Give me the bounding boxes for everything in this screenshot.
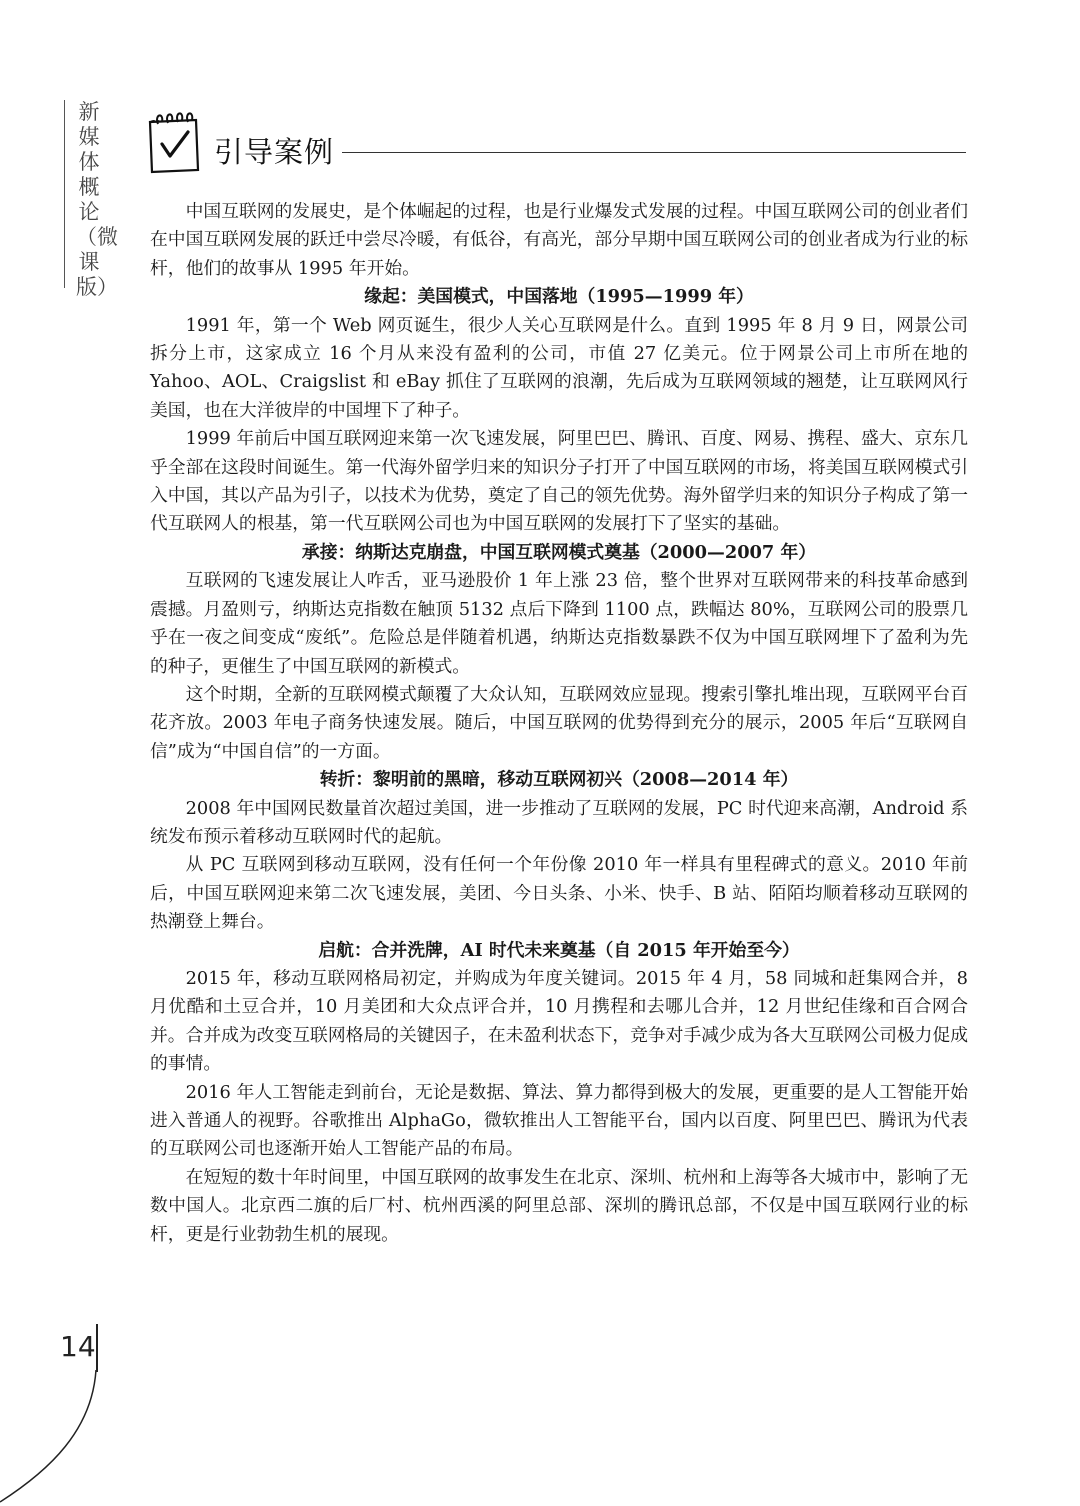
page-number: 14 bbox=[60, 1330, 96, 1363]
paragraph: 2016 年人工智能走到前台，无论是数据、算法、算力都得到极大的发展，更重要的是人工智能开始进入普通人的视野。谷歌推出 AlphaGo，微软推出人工智能平台，国内以百度、阿里巴巴、腾讯为代表的互联网公司也逐渐开始人工智能产品的布局。 bbox=[150, 1081, 968, 1160]
sidebar-rule bbox=[64, 100, 65, 288]
paragraph: 这个时期，全新的互联网模式颠覆了大众认知，互联网效应显现。搜索引擎扎堆出现，互联网平台百花齐放。2003 年电子商务快速发展。随后，中国互联网的优势得到充分的展示，2005 年后“互联网自信”成为“中国自信”的一方面。 bbox=[150, 683, 968, 762]
paragraph: 2008 年中国网民数量首次超过美国，进一步推动了互联网的发展，PC 时代迎来高潮，Android 系统发布预示着移动互联网时代的起航。 bbox=[150, 797, 968, 847]
section-title: 引导案例 bbox=[214, 135, 335, 169]
paragraph: 1999 年前后中国互联网迎来第一次飞速发展，阿里巴巴、腾讯、百度、网易、携程、盛大、京东几乎全部在这段时间诞生。第一代海外留学归来的知识分子打开了中国互联网的市场，将美国互联网模式引入中国，其以产品为引子，以技术为优势，奠定了自己的领先优势。海外留学归来的知识分子构成了第一代互联网人的根基，第一代互联网公司也为中国互联网的发展打下了坚实的基础。 bbox=[150, 428, 968, 535]
paragraph: 互联网的飞速发展让人咋舌，亚马逊股价 1 年上涨 23 倍，整个世界对互联网带来的科技革命感到震撼。月盈则亏，纳斯达克指数在触顶 5132 点后下降到 1100 点，跌幅达 80%，互联网公司的股票几乎在一夜之间变成“废纸”。危险总是伴随着机遇，纳斯达克指数暴跌不仅为中国互联网埋下了盈利为先的种子，更催生了中国互联网的新模式。 bbox=[150, 570, 968, 677]
article-body bbox=[150, 198, 968, 1249]
header-divider bbox=[342, 152, 966, 153]
page-number-rule bbox=[96, 1324, 98, 1372]
book-title: 新媒体概论（微课版） bbox=[76, 100, 118, 299]
checklist-notepad-icon bbox=[140, 110, 206, 176]
paragraph: 1991 年，第一个 Web 网页诞生，很少人关心互联网是什么。直到 1995 年 8 月 9 日，网景公司拆分上市，这家成立 16 个月从来没有盈利的公司，市值 27 亿美元。位于网景公司上市所在地的 Yahoo、AOL、Craigslist 和 eBay 抓住了互联网的浪潮，先后成为互联网领域的翘楚，让互联网风行美国，也在大洋彼岸的中国埋下了种子。 bbox=[150, 314, 968, 421]
section-subheading: 转折：黎明前的黑暗，移动互联网初兴（2008—2014 年） bbox=[319, 769, 799, 791]
page-corner-curve bbox=[0, 1370, 120, 1506]
section-subheading: 承接：纳斯达克崩盘，中国互联网模式奠基（2000—2007 年） bbox=[301, 541, 817, 563]
paragraph: 2015 年，移动互联网格局初定，并购成为年度关键词。2015 年 4 月，58 同城和赶集网合并，8 月优酷和土豆合并，10 月美团和大众点评合并，10 月携程和去哪儿合并，12 月世纪佳缘和百合网合并。合并成为改变互联网格局的关键因子，在未盈利状态下，竞争对手减少成为各大互联网公司极力促成的事情。 bbox=[150, 967, 968, 1075]
paragraph: 中国互联网的发展史，是个体崛起的过程，也是行业爆发式发展的过程。中国互联网公司的创业者们在中国互联网发展的跃迁中尝尽冷暖，有低谷，有高光，部分早期中国互联网公司的创业者成为行业的标杆，他们的故事从 1995 年开始。 bbox=[150, 201, 968, 279]
section-subheading: 缘起：美国模式，中国落地（1995—1999 年） bbox=[364, 286, 754, 308]
section-subheading: 启航：合并洗牌，AI 时代未来奠基（自 2015 年开始至今） bbox=[318, 939, 800, 961]
paragraph: 从 PC 互联网到移动互联网，没有任何一个年份像 2010 年一样具有里程碑式的意义。2010 年前后，中国互联网迎来第二次飞速发展，美团、今日头条、小米、快手、B 站、陌陌均顺着移动互联网的热潮登上舞台。 bbox=[150, 854, 968, 933]
paragraph: 在短短的数十年时间里，中国互联网的故事发生在北京、深圳、杭州和上海等各大城市中，影响了无数中国人。北京西二旗的后厂村、杭州西溪的阿里总部、深圳的腾讯总部，不仅是中国互联网行业的标杆，更是行业勃勃生机的展现。 bbox=[150, 1166, 968, 1245]
